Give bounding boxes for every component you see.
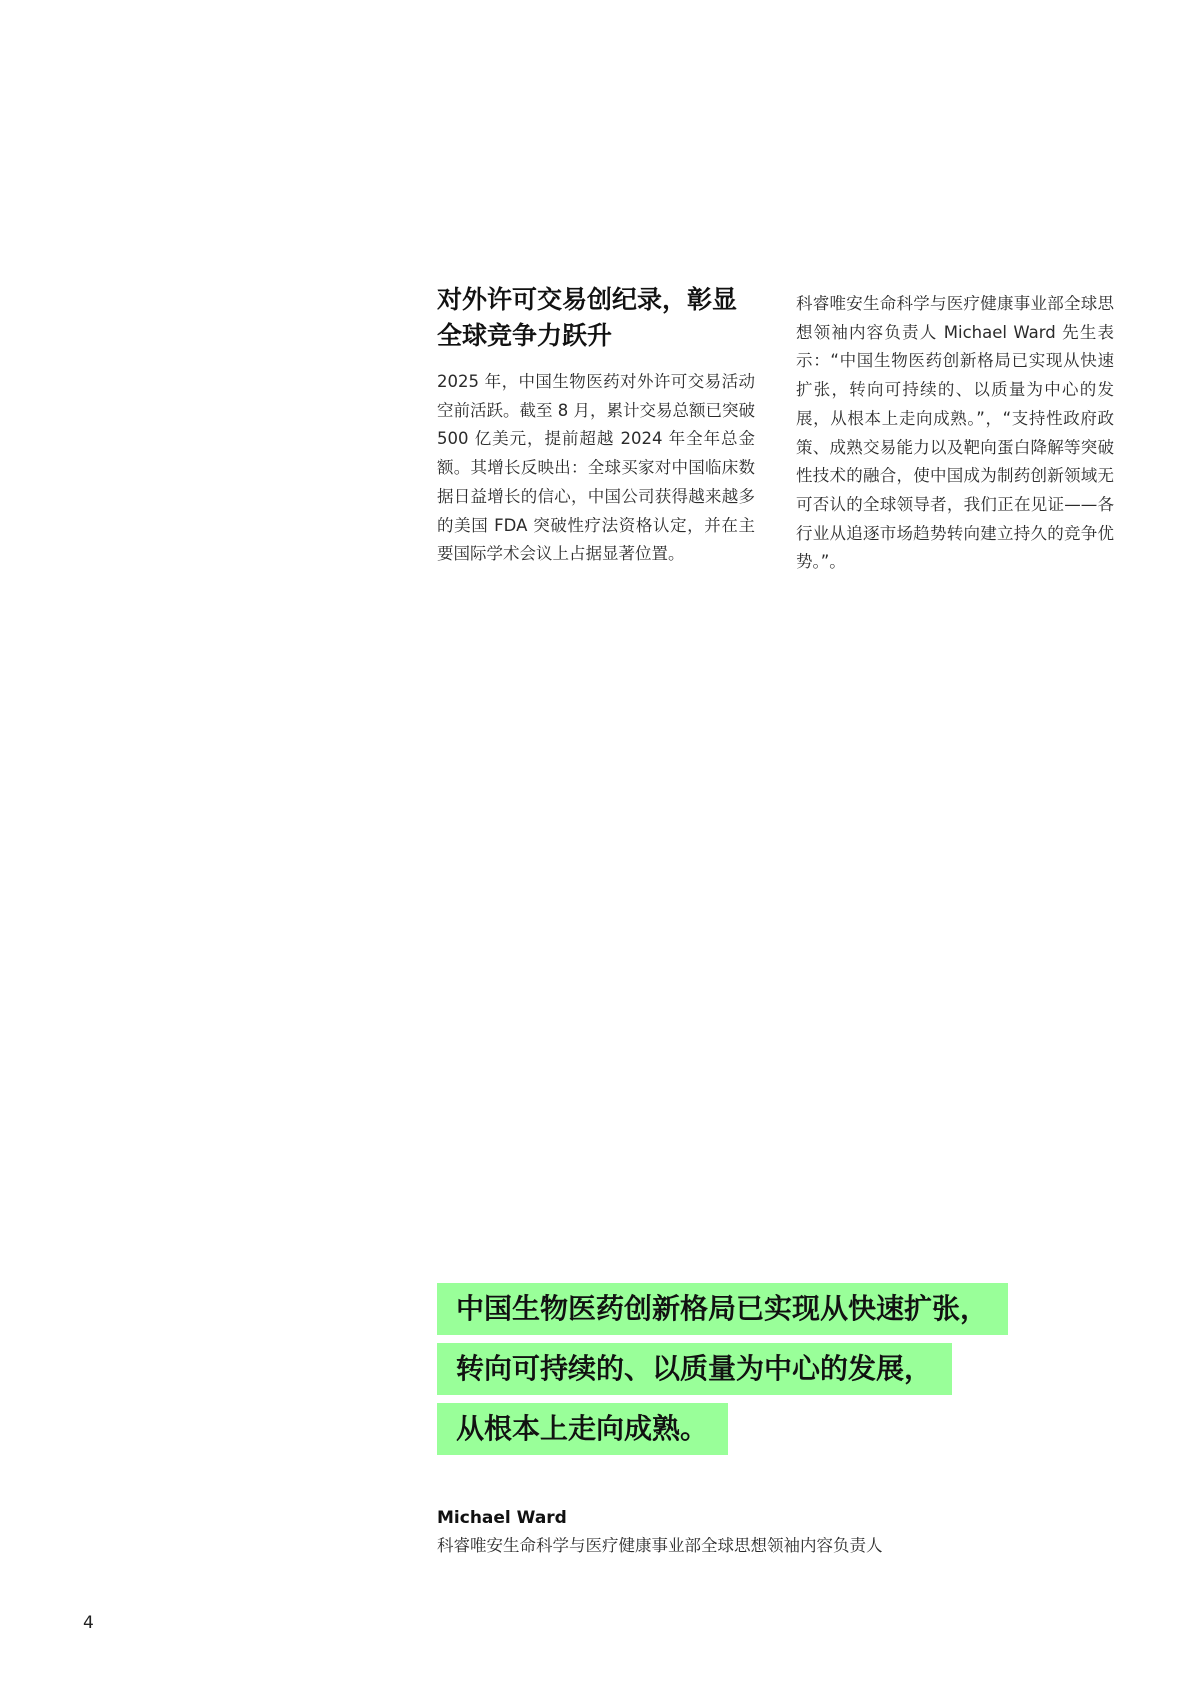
body-paragraph-left: 2025 年，中国生物医药对外许可交易活动空前活跃。截至 8 月，累计交易总额已突破 500 亿美元，提前超越 2024 年全年总金额。其增长反映出：全球买家对中国临床数据日益增长的信心，中国公司获得越来越多的美国 FDA 突破性疗法资格认定，并在主要国际学术会议上占据显著位置。 [437,372,755,564]
attribution-title: 科睿唯安生命科学与医疗健康事业部全球思想领袖内容负责人 [437,1536,883,1555]
left-column [437,282,755,569]
attribution-name: Michael Ward [437,1508,567,1528]
right-column [796,290,1114,577]
pull-quote-line: 中国生物医药创新格局已实现从快速扩张， [437,1283,1008,1335]
pull-quote [437,1283,1137,1463]
pull-quote-line: 从根本上走向成熟。 [437,1403,728,1455]
section-heading: 对外许可交易创纪录，彰显全球竞争力跃升 [437,285,738,350]
pull-quote-line: 转向可持续的、以质量为中心的发展， [437,1343,952,1395]
body-paragraph-right: 科睿唯安生命科学与医疗健康事业部全球思想领袖内容负责人 Michael Ward 先生表示：“中国生物医药创新格局已实现从快速扩张，转向可持续的、以质量为中心的发展，从根本上走向成熟。”，“支持性政府政策、成熟交易能力以及靶向蛋白降解等突破性技术的融合，使中国成为制药创新领域无可否认的全球领导者，我们正在见证——各行业从追逐市场趋势转向建立持久的竞争优势。”。 [796,294,1114,572]
page-number: 4 [83,1613,94,1633]
quote-attribution [437,1504,1137,1560]
